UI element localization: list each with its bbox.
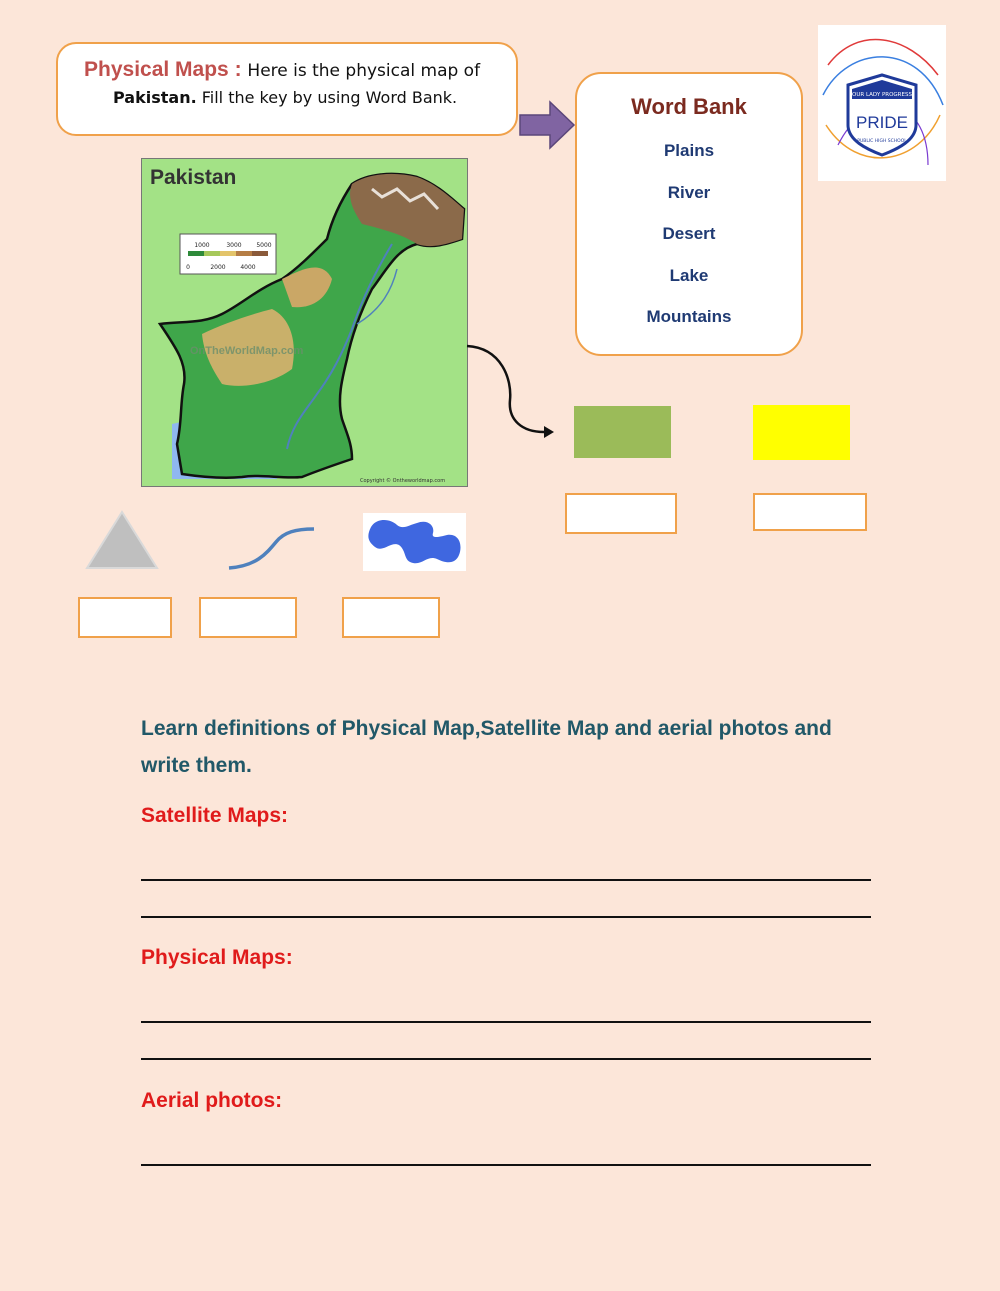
scale-label: 5000: [256, 242, 272, 249]
scale-label: 0: [186, 264, 190, 271]
plains-color-swatch: [574, 406, 671, 458]
intro-line-1: [84, 58, 496, 82]
word-bank-item: River: [667, 182, 711, 202]
intro-text-2: Fill the key by using Word Bank.: [196, 88, 458, 107]
intro-callout: [56, 42, 518, 136]
desert-color-swatch: [753, 405, 850, 460]
curved-arrow-icon: [462, 340, 562, 445]
word-bank-item: Mountains: [646, 307, 732, 326]
scale-label: 1000: [194, 242, 210, 249]
answer-line[interactable]: [141, 1164, 871, 1166]
word-bank-item: Desert: [662, 224, 716, 243]
plains-answer-box[interactable]: [565, 493, 677, 534]
mountain-answer-box[interactable]: [78, 597, 172, 638]
logo-bottom-text: PUBLIC HIGH SCHOOL: [857, 139, 907, 144]
intro-line-2: [84, 88, 496, 107]
map-copyright: Copyright © Ontheworldmap.com: [360, 478, 446, 484]
word-bank-list: [577, 130, 801, 338]
scale-label: 3000: [226, 242, 242, 249]
answer-line[interactable]: [141, 1058, 871, 1060]
logo-top-text: OUR LADY PROGRESS: [852, 92, 912, 98]
intro-colon: :: [228, 58, 248, 81]
logo-text: PRIDE: [856, 113, 908, 132]
intro-text-1: Here is the physical map of: [247, 61, 481, 81]
school-logo: [818, 25, 946, 181]
word-bank: [575, 72, 803, 356]
aerial-photos-heading: Aerial photos:: [141, 1089, 283, 1112]
definitions-prompt: Learn definitions of Physical Map,Satellite Map and aerial photos and write them.: [141, 717, 832, 777]
scale-label: 4000: [240, 264, 256, 271]
pakistan-physical-map: [141, 158, 468, 487]
lake-icon: [363, 513, 466, 571]
answer-line[interactable]: [141, 1021, 871, 1023]
intro-country: Pakistan.: [113, 88, 197, 107]
satellite-maps-heading: Satellite Maps:: [141, 804, 289, 827]
map-title: Pakistan: [150, 166, 237, 189]
scale-label: 2000: [210, 264, 226, 271]
word-bank-title: Word Bank: [631, 94, 747, 119]
river-icon: [226, 524, 318, 574]
word-bank-item: Plains: [663, 141, 715, 160]
lake-icon-frame: [363, 513, 466, 571]
desert-answer-box[interactable]: [753, 493, 867, 531]
answer-line[interactable]: [141, 879, 871, 881]
map-watermark: OnTheWorldMap.com: [190, 345, 304, 357]
physical-maps-heading: Physical Maps:: [141, 946, 293, 969]
mountain-icon: [84, 509, 160, 571]
lake-answer-box[interactable]: [342, 597, 440, 638]
word-bank-item: Lake: [669, 265, 709, 285]
intro-title: Physical Maps: [84, 58, 229, 81]
answer-line[interactable]: [141, 916, 871, 918]
right-arrow-icon: [518, 100, 578, 152]
river-answer-box[interactable]: [199, 597, 297, 638]
